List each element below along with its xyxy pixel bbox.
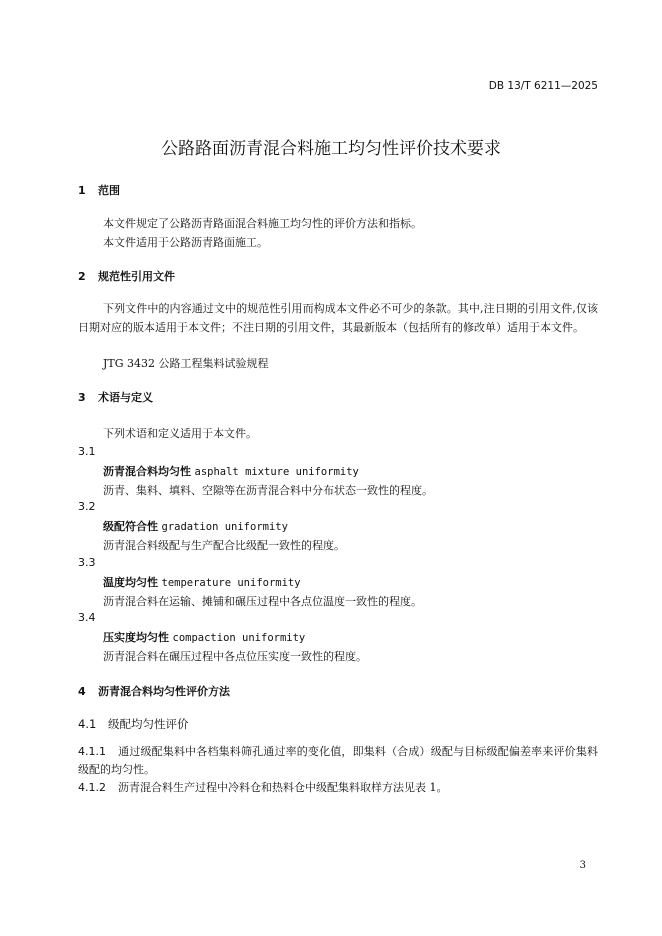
term-number: 3.2 <box>78 500 96 513</box>
clause-number: 4.1.1 <box>78 745 106 758</box>
section-1-heading <box>78 182 120 198</box>
term-heading <box>103 518 288 534</box>
clause-number: 4.1.2 <box>78 781 106 794</box>
term-heading <box>103 574 301 590</box>
normative-reference: JTG 3432 公路工程集料试验规程 <box>103 357 269 370</box>
term-zh: 沥青混合料均匀性 <box>103 465 191 478</box>
paragraph: 下列术语和定义适用于本文件。 <box>103 427 257 440</box>
standard-code: DB 13/T 6211—2025 <box>488 80 598 92</box>
subsection-number: 4.1 <box>78 717 97 731</box>
term-definition: 沥青混合料在碾压过程中各点位压实度一致性的程度。 <box>103 650 367 663</box>
paragraph: 下列文件中的内容通过文中的规范性引用而构成本文件必不可少的条款。其中,注日期的引用文件,仅该日期对应的版本适用于本文件；不注日期的引用文件，其最新版本（包括所有的修改单）适用于本文件。 <box>78 302 598 334</box>
term-en: temperature uniformity <box>161 577 301 589</box>
term-number: 3.1 <box>78 445 96 458</box>
section-title: 范围 <box>98 184 120 197</box>
paragraph: 本文件规定了公路沥青路面混合料施工均匀性的评价方法和指标。 <box>103 217 422 230</box>
section-title: 沥青混合料均匀性评价方法 <box>98 685 230 698</box>
term-zh: 温度均匀性 <box>103 576 158 589</box>
clause-4-1-2 <box>78 779 598 797</box>
section-number: 1 <box>78 184 86 197</box>
term-zh: 压实度均匀性 <box>103 631 169 644</box>
term-en: gradation uniformity <box>161 521 288 533</box>
section-3-heading <box>78 389 153 405</box>
term-definition: 沥青混合料在运输、摊铺和碾压过程中各点位温度一致性的程度。 <box>103 595 422 608</box>
term-heading <box>103 629 305 645</box>
section-title: 术语与定义 <box>98 391 153 404</box>
subsection-4-1-heading <box>78 716 189 732</box>
section-number: 4 <box>78 685 86 698</box>
clause-text: 沥青混合料生产过程中冷料仓和热料仓中级配集料取样方法见表 1。 <box>118 781 448 794</box>
page-number: 3 <box>579 860 586 871</box>
term-heading <box>103 463 359 479</box>
term-zh: 级配符合性 <box>103 520 158 533</box>
section-title: 规范性引用文件 <box>98 270 175 283</box>
document-title: 公路路面沥青混合料施工均匀性评价技术要求 <box>161 139 501 159</box>
section-number: 2 <box>78 270 86 283</box>
section-number: 3 <box>78 391 86 404</box>
paragraph: 本文件适用于公路沥青路面施工。 <box>103 236 268 249</box>
section-2-heading <box>78 268 175 284</box>
term-number: 3.4 <box>78 611 96 624</box>
clause-text: 通过级配集料中各档集料筛孔通过率的变化值，即集料（合成）级配与目标级配偏差率来评价集料级配的均匀性。 <box>78 745 598 776</box>
term-en: compaction uniformity <box>172 632 306 644</box>
section-4-heading <box>78 683 230 699</box>
term-definition: 沥青、集料、填料、空隙等在沥青混合料中分布状态一致性的程度。 <box>103 484 433 497</box>
clause-4-1-1 <box>78 743 598 779</box>
term-definition: 沥青混合料级配与生产配合比级配一致性的程度。 <box>103 539 345 552</box>
term-number: 3.3 <box>78 556 96 569</box>
term-en: asphalt mixture uniformity <box>194 466 359 478</box>
subsection-title: 级配均匀性评价 <box>108 717 189 731</box>
